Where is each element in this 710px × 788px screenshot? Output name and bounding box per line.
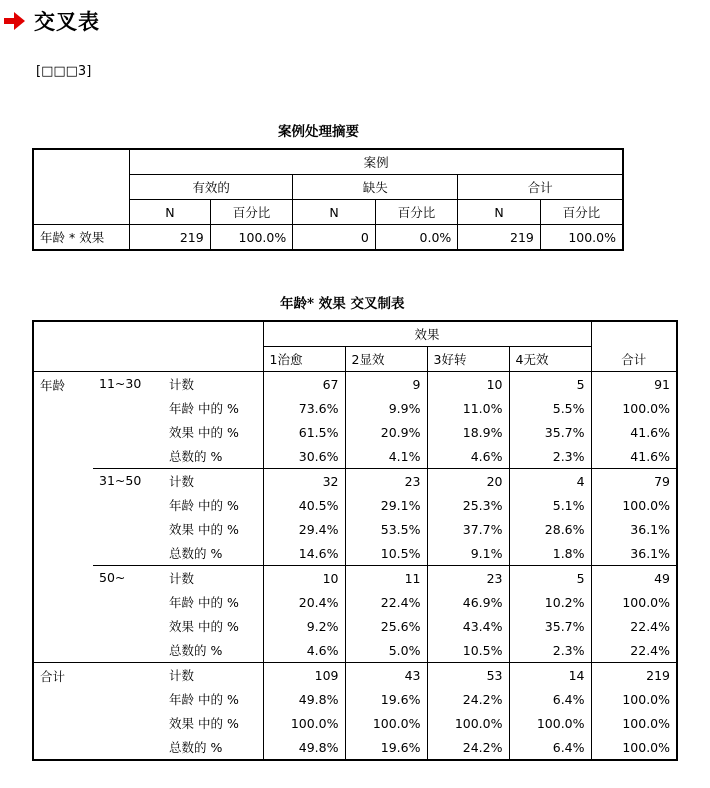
subheader: N <box>130 200 211 225</box>
statistic-label: 总数的 % <box>163 444 263 469</box>
table-cell: 10.5% <box>427 638 509 663</box>
summary-value: 100.0% <box>540 225 623 251</box>
table-cell: 20.4% <box>263 590 345 614</box>
statistic-label: 计数 <box>163 469 263 494</box>
table-cell: 36.1% <box>591 517 677 541</box>
summary-row-label: 年龄 * 效果 <box>33 225 130 251</box>
effect-column-header: 1治愈 <box>263 347 345 372</box>
table-cell: 20.9% <box>345 420 427 444</box>
table-cell: 9.1% <box>427 541 509 566</box>
statistic-label: 效果 中的 % <box>163 614 263 638</box>
subheader: 百分比 <box>210 200 293 225</box>
table-cell: 4.6% <box>263 638 345 663</box>
table-cell: 49.8% <box>263 687 345 711</box>
statistic-label: 效果 中的 % <box>163 420 263 444</box>
age-group-label: 11~30 <box>93 372 163 469</box>
table-cell: 25.3% <box>427 493 509 517</box>
total-column-header: 合计 <box>591 321 677 372</box>
effect-column-header: 4无效 <box>509 347 591 372</box>
table-cell: 91 <box>591 372 677 397</box>
table-cell: 11.0% <box>427 396 509 420</box>
table-cell: 67 <box>263 372 345 397</box>
table-cell: 100.0% <box>591 396 677 420</box>
red-arrow-icon <box>4 11 26 31</box>
table-cell: 14.6% <box>263 541 345 566</box>
effect-header: 效果 <box>263 321 591 347</box>
table-cell: 35.7% <box>509 420 591 444</box>
group-header-valid: 有效的 <box>130 175 293 200</box>
table-cell: 9.2% <box>263 614 345 638</box>
statistic-label: 计数 <box>163 566 263 591</box>
group-header-total: 合计 <box>458 175 623 200</box>
table-cell: 23 <box>427 566 509 591</box>
table-cell: 5.1% <box>509 493 591 517</box>
table-cell: 61.5% <box>263 420 345 444</box>
table-cell: 9.9% <box>345 396 427 420</box>
table-cell: 41.6% <box>591 444 677 469</box>
subheader: N <box>293 200 376 225</box>
statistic-label: 计数 <box>163 372 263 397</box>
statistic-label: 计数 <box>163 663 263 688</box>
dataset-label: [□□□3] <box>36 64 92 79</box>
table-cell: 100.0% <box>427 711 509 735</box>
summary-value: 0.0% <box>375 225 458 251</box>
table-cell: 28.6% <box>509 517 591 541</box>
table-cell: 14 <box>509 663 591 688</box>
table-cell: 49.8% <box>263 735 345 760</box>
table-cell: 6.4% <box>509 735 591 760</box>
table-cell: 2.3% <box>509 638 591 663</box>
table-cell: 46.9% <box>427 590 509 614</box>
summary-value: 219 <box>458 225 541 251</box>
table-cell: 24.2% <box>427 687 509 711</box>
statistic-label: 年龄 中的 % <box>163 493 263 517</box>
table-cell: 29.4% <box>263 517 345 541</box>
table-cell: 22.4% <box>591 638 677 663</box>
subheader: N <box>458 200 541 225</box>
statistic-label: 效果 中的 % <box>163 711 263 735</box>
table-cell: 40.5% <box>263 493 345 517</box>
table-cell: 11 <box>345 566 427 591</box>
table-cell: 4.6% <box>427 444 509 469</box>
table-cell: 4 <box>509 469 591 494</box>
table-cell: 79 <box>591 469 677 494</box>
table-cell: 6.4% <box>509 687 591 711</box>
table-cell: 100.0% <box>263 711 345 735</box>
table-cell: 41.6% <box>591 420 677 444</box>
crosstab-table <box>32 320 678 761</box>
subheader: 百分比 <box>375 200 458 225</box>
summary-table-caption: 案例处理摘要 <box>278 124 359 140</box>
statistic-label: 总数的 % <box>163 638 263 663</box>
table-cell: 29.1% <box>345 493 427 517</box>
statistic-label: 年龄 中的 % <box>163 590 263 614</box>
table-cell: 100.0% <box>591 735 677 760</box>
table-cell: 109 <box>263 663 345 688</box>
table-cell: 100.0% <box>591 687 677 711</box>
table-cell: 1.8% <box>509 541 591 566</box>
table-cell: 25.6% <box>345 614 427 638</box>
table-cell: 100.0% <box>345 711 427 735</box>
table-cell: 22.4% <box>345 590 427 614</box>
statistic-label: 总数的 % <box>163 541 263 566</box>
case-header: 案例 <box>130 149 623 175</box>
summary-value: 100.0% <box>210 225 293 251</box>
table-cell: 5 <box>509 566 591 591</box>
summary-corner-cell <box>33 149 130 225</box>
table-cell: 19.6% <box>345 687 427 711</box>
table-cell: 37.7% <box>427 517 509 541</box>
crosstab-caption: 年龄* 效果 交叉制表 <box>280 296 405 312</box>
summary-value: 219 <box>130 225 211 251</box>
effect-column-header: 2显效 <box>345 347 427 372</box>
subheader: 百分比 <box>540 200 623 225</box>
table-cell: 2.3% <box>509 444 591 469</box>
page-title: 交叉表 <box>34 9 100 34</box>
table-cell: 43 <box>345 663 427 688</box>
age-group-label: 31~50 <box>93 469 163 566</box>
statistic-label: 总数的 % <box>163 735 263 760</box>
table-cell: 100.0% <box>591 590 677 614</box>
table-cell: 36.1% <box>591 541 677 566</box>
statistic-label: 效果 中的 % <box>163 517 263 541</box>
crosstab-corner-cell <box>33 321 263 372</box>
table-cell: 219 <box>591 663 677 688</box>
age-group-label: 50~ <box>93 566 163 663</box>
table-cell: 100.0% <box>591 493 677 517</box>
table-cell: 10 <box>427 372 509 397</box>
table-cell: 30.6% <box>263 444 345 469</box>
table-cell: 53.5% <box>345 517 427 541</box>
table-cell: 23 <box>345 469 427 494</box>
total-row-label: 合计 <box>33 663 163 761</box>
table-cell: 9 <box>345 372 427 397</box>
table-cell: 73.6% <box>263 396 345 420</box>
group-header-missing: 缺失 <box>293 175 458 200</box>
statistic-label: 年龄 中的 % <box>163 396 263 420</box>
table-cell: 53 <box>427 663 509 688</box>
table-cell: 4.1% <box>345 444 427 469</box>
table-cell: 5 <box>509 372 591 397</box>
age-variable-label: 年龄 <box>33 372 93 663</box>
table-cell: 100.0% <box>591 711 677 735</box>
table-cell: 18.9% <box>427 420 509 444</box>
table-cell: 49 <box>591 566 677 591</box>
statistic-label: 年龄 中的 % <box>163 687 263 711</box>
table-cell: 5.0% <box>345 638 427 663</box>
table-cell: 35.7% <box>509 614 591 638</box>
table-cell: 24.2% <box>427 735 509 760</box>
table-cell: 32 <box>263 469 345 494</box>
section-title-row <box>4 6 100 36</box>
table-cell: 20 <box>427 469 509 494</box>
table-cell: 10 <box>263 566 345 591</box>
table-cell: 10.5% <box>345 541 427 566</box>
table-cell: 100.0% <box>509 711 591 735</box>
table-cell: 10.2% <box>509 590 591 614</box>
table-cell: 22.4% <box>591 614 677 638</box>
case-summary-table <box>32 148 624 251</box>
effect-column-header: 3好转 <box>427 347 509 372</box>
summary-value: 0 <box>293 225 376 251</box>
table-cell: 5.5% <box>509 396 591 420</box>
table-cell: 43.4% <box>427 614 509 638</box>
table-cell: 19.6% <box>345 735 427 760</box>
